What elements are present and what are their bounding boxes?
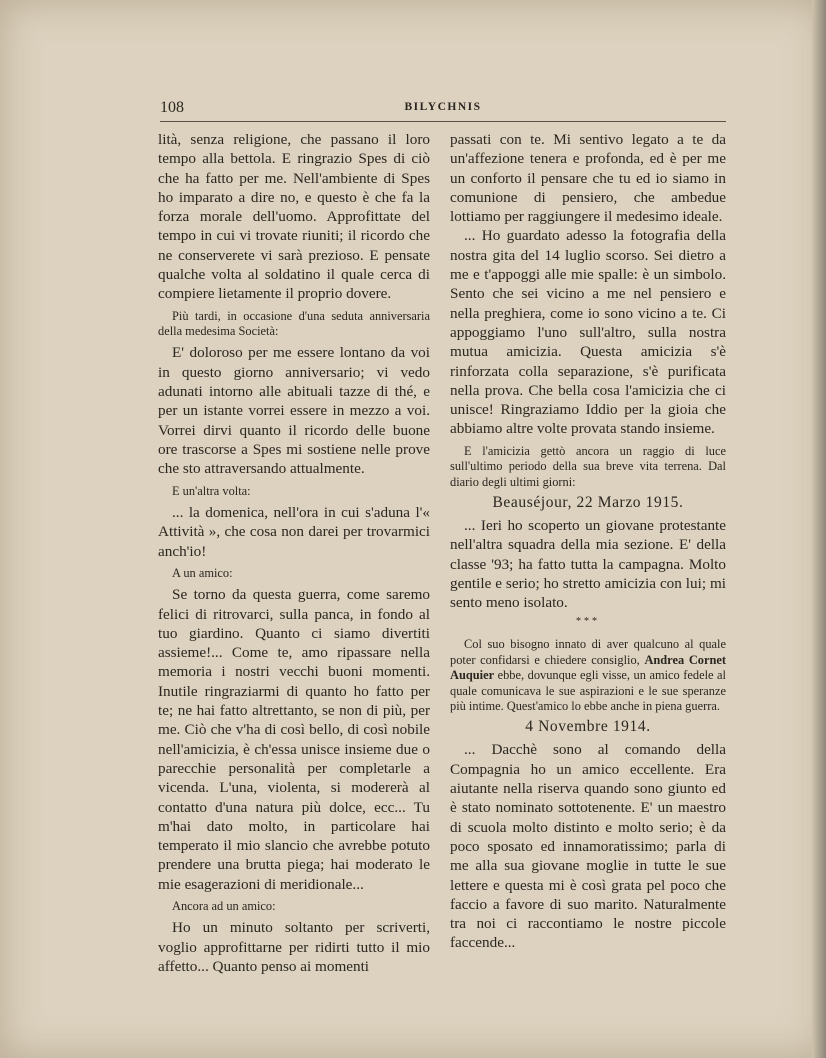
text-span: Col suo bisogno innato di aver qualcuno al quale poter confidarsi e chiedere consiglio, (450, 637, 726, 667)
left-column (158, 130, 430, 976)
dateline: Beauséjour, 22 Marzo 1915. (492, 493, 684, 511)
dateline: 4 Novembre 1914. (525, 718, 651, 736)
running-header (160, 97, 726, 119)
paragraph: A un amico: (172, 565, 233, 580)
running-title: BILYCHNIS (404, 101, 482, 113)
section-separator: *** (576, 616, 600, 628)
paragraph: Ho un minuto soltanto per scriverti, voglio approfittarne per ridirti tutto il mio affetto... Quanto penso ai momenti (158, 919, 430, 976)
paragraph: ... Dacchè sono al comando della Compagnia ho un amico eccellente. Era aiutante nella riserva quando sono giunto ed è stato nominato sottotenente. E' un maestro di scuola molto distinto e molto serio; è da poco sposato ed innamoratissimo; parla di me alla sua giovane moglie in tutte le sue lettere e questa mi è così grata pel poco che faccio a favore di suo marito. Naturalmente tra noi ci raccontiamo le nostre piccole faccende... (450, 741, 726, 952)
paragraph: E un'altra volta: (172, 483, 251, 498)
paragraph: E l'amicizia gettò ancora un raggio di luce sull'ultimo periodo della sua breve vita terrena. Dal diario degli ultimi giorni: (450, 443, 726, 489)
paragraph: ... Ieri ho scoperto un giovane protestante nell'altra squadra della mia sezione. E' della classe '93; ha fatto tutta la campagna. Molto gentile e serio; ho stretto amicizia con lui; mi sento meno isolato. (450, 516, 726, 612)
paragraph: ... la domenica, nell'ora in cui s'aduna l'« Attività », che cosa non darei per trovarmici anch'io! (158, 503, 430, 560)
paragraph (450, 637, 726, 714)
text-span: ebbe, dovunque egli visse, un amico fedele al quale comunicava le sue aspirazioni e le sue speranze più intime. Quest'amico lo ebbe anche in piena guerra. (450, 668, 726, 714)
header-rule (160, 121, 726, 122)
paragraph: Se torno da questa guerra, come saremo felici di ritrovarci, sulla panca, in fondo al tuo giardino. Quanto ci siamo divertiti assieme!... Come te, amo ripassare nella memoria i nostri vecchi buoni momenti. Inutile ringraziarmi di quanto ho fatto per te; ne hai fatto altrettanto, se non di più, per me. Ciò che v'ha di così bello, di così nobile nell'amicizia, è ch'essa unisce insieme due o parecchie personalità per completarle a vicenda. L'una, violenta, si modererà al contatto d'una natura più dolce, ecc... Tu m'hai dato molto, in particolare hai temperato il mio slancio che avrebbe potuto prendere una brutta piega; hai moderato le mie esagerazioni di meridionale... (158, 586, 430, 893)
paragraph: E' doloroso per me essere lontano da voi in questo giorno anniversario; vi vedo adunati intorno alle abituali tazze di thé, e per un istante vorrei essere in mezzo a voi. Vorrei dirvi quanto il ricordo delle buone ore trascorse a Spes mi sostiene nelle prove che sto attraversando attualmente. (158, 344, 430, 478)
paragraph: lità, senza religione, che passano il loro tempo alla bettola. E ringrazio Spes di ciò che ha fatto per me. Nell'ambiente di Spes ho imparato a dire no, e questo è che fa la forza morale dell'uomo. Approfittate del tempo in cui vi trovate riuniti; il ricordo che ne conserverete vi sarà prezioso. E pensate qualche volta al soldatino il quale cerca di compiere lietamente il proprio dovere. (158, 131, 430, 303)
right-column (450, 130, 726, 953)
person-name: Andrea Cornet Auquier (450, 652, 726, 683)
page-edge (812, 0, 826, 1058)
paragraph: Ancora ad un amico: (172, 899, 276, 914)
paragraph: Più tardi, in occasione d'una seduta anniversaria della medesima Società: (158, 308, 430, 339)
paragraph: passati con te. Mi sentivo legato a te da un'affezione tenera e profonda, ed è per me un conforto il pensare che tu ed io siamo in comunione di pensiero, che ambedue lottiamo per raggiungere il medesimo ideale. (450, 131, 726, 226)
paragraph: ... Ho guardato adesso la fotografia della nostra gita del 14 luglio scorso. Sei dietro a me e t'appoggi alle mie spalle: è un simbolo. Sento che sei vicino a me nel pensiero e nella preghiera, come io sono vicino a te. Ci appoggiamo l'uno sull'altro, sulla nostra mutua amicizia. Questa amicizia s'è rinforzata colla separazione, s'è purificata nella prova. Che bella cosa l'amicizia che ci unisce! Ringraziamo Iddio per la gioia che abbiamo altre volte provata stando insieme. (450, 227, 726, 438)
page-number: 108 (160, 99, 184, 116)
